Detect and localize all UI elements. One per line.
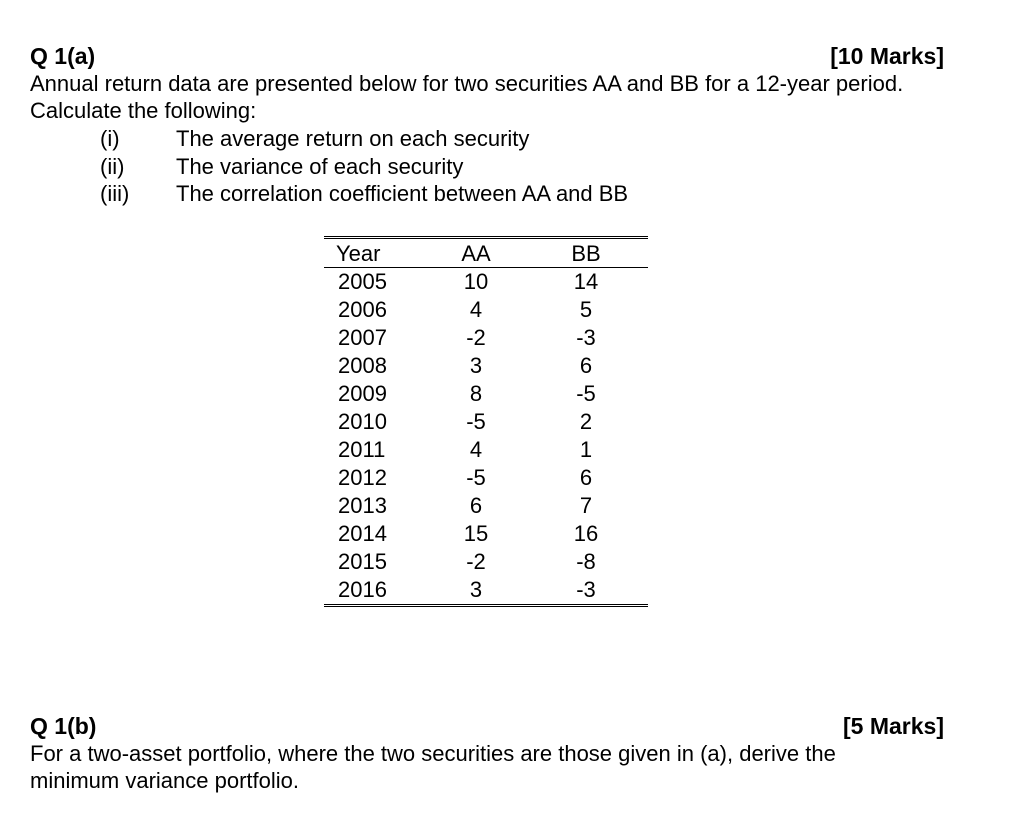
question-1b-marks: [5 Marks] [843,713,944,739]
cell-aa: 10 [463,269,489,294]
question-1b-title: Q 1(b) [30,713,97,739]
table-row [324,324,648,352]
table-body [324,268,648,606]
table-row [324,548,648,576]
cell-aa: 6 [469,493,483,518]
table-row [324,436,648,464]
question-1b-header [30,712,944,740]
question-1a-items [100,125,628,208]
question-1b [30,712,944,794]
table-row [324,492,648,520]
cell-bb: 16 [573,521,599,546]
table-row [324,408,648,436]
item-text: The variance of each security [176,153,464,179]
cell-bb: 1 [579,437,593,462]
cell-bb: 14 [573,269,599,294]
cell-bb: 6 [579,353,593,378]
cell-aa: -5 [466,409,486,434]
question-1a-intro: Annual return data are presented below for two securities AA and BB for a 12-year period. Calculate the following: [30,71,904,123]
list-item [100,125,628,153]
cell-year: 2008 [338,353,387,378]
cell-bb: -3 [576,325,596,350]
cell-year: 2013 [338,493,387,518]
item-text: The correlation coefficient between AA and BB [176,181,629,206]
cell-year: 2009 [338,381,387,406]
item-number: (i) [100,126,120,151]
cell-aa: 3 [469,353,483,378]
cell-year: 2012 [338,465,387,490]
table-row [324,464,648,492]
cell-aa: 8 [469,381,483,406]
cell-bb: 7 [579,493,593,518]
cell-bb: -8 [576,549,596,574]
cell-year: 2015 [338,549,387,574]
item-text: The average return on each security [176,126,530,151]
cell-year: 2005 [338,269,387,294]
cell-aa: 15 [463,521,489,546]
returns-table [324,236,648,607]
question-1a-title: Q 1(a) [30,43,96,69]
list-item [100,153,628,181]
cell-aa: 3 [469,577,483,602]
header-bb: BB [524,238,648,268]
cell-year: 2011 [338,437,386,462]
cell-bb: 6 [579,465,593,490]
cell-aa: -2 [466,549,486,574]
table-row [324,520,648,548]
cell-year: 2014 [338,521,387,546]
cell-year: 2010 [338,409,387,434]
question-1a [30,42,944,124]
cell-year: 2016 [338,577,387,602]
table-row [324,296,648,324]
question-1b-text: For a two-asset portfolio, where the two securities are those given in (a), derive the minimum variance portfolio. [30,741,836,793]
table-row [324,268,648,297]
list-item [100,180,628,208]
header-aa: AA [428,238,524,268]
question-1a-marks: [10 Marks] [830,43,944,69]
item-number: (iii) [100,181,130,206]
table-row [324,352,648,380]
question-1a-header [30,42,944,70]
item-number: (ii) [100,153,125,179]
table-header-row [324,238,648,268]
cell-aa: -2 [466,325,486,350]
cell-bb: -5 [576,381,596,406]
cell-aa: 4 [469,437,483,462]
header-year: Year [324,238,428,268]
cell-aa: -5 [466,465,486,490]
table-row [324,576,648,606]
cell-bb: 2 [579,409,593,434]
cell-aa: 4 [469,297,483,322]
cell-bb: 5 [579,297,593,322]
cell-year: 2006 [338,297,387,322]
cell-bb: -3 [576,577,596,602]
cell-year: 2007 [338,325,387,350]
table-row [324,380,648,408]
